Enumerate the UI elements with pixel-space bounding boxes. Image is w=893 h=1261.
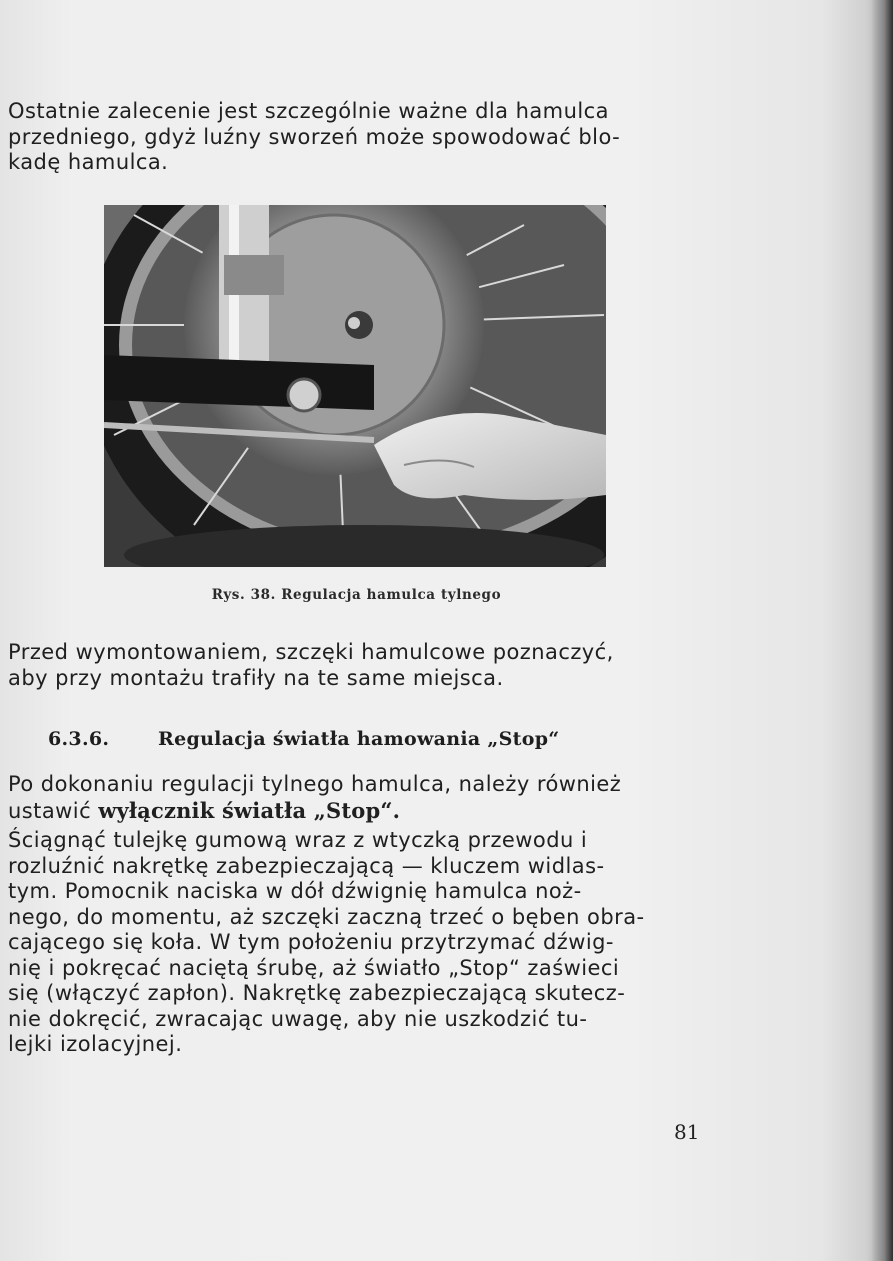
text-line: Po dokonaniu regulacji tylnego hamulca, należy również <box>8 772 622 796</box>
text-line: nego, do momentu, aż szczęki zaczną trzeć o bęben obra- <box>8 904 645 929</box>
figure-photo <box>104 205 606 567</box>
text-fragment: ustawić <box>8 798 99 823</box>
text-line: nię i pokręcać naciętą śrubę, aż światło „Stop“ zaświeci <box>8 955 620 980</box>
text-line: kadę hamulca. <box>8 150 169 174</box>
text-line: Ostatnie zalecenie jest szczególnie ważne dla hamulca <box>8 99 609 123</box>
text-line: rozluźnić nakrętkę zabezpieczającą — kluczem widlas- <box>8 853 605 878</box>
switch-name-bold: wyłącznik światła „Stop“. <box>98 797 401 823</box>
text-line: Ściągnąć tulejkę gumową wraz z wtyczką przewodu i <box>8 828 588 852</box>
section-heading <box>48 728 560 750</box>
section-title: Regulacja światła hamowania „Stop“ <box>158 728 560 750</box>
text-line <box>8 798 708 825</box>
page-binding-shadow <box>871 0 893 1261</box>
text-line: się (włączyć zapłon). Nakrętkę zabezpieczającą skutecz- <box>8 981 626 1005</box>
text-line: cającego się koła. W tym położeniu przytrzymać dźwig- <box>8 930 614 954</box>
paragraph-shoes-marking <box>8 640 708 691</box>
section-number: 6.3.6. <box>48 728 110 750</box>
page-number: 81 <box>674 1120 700 1144</box>
figure-caption <box>0 584 893 603</box>
brake-photo-image <box>104 205 606 567</box>
paragraph-procedure <box>8 828 708 1058</box>
paragraph-front-brake-note <box>8 99 708 176</box>
paragraph-adjust-switch <box>8 772 708 824</box>
text-line: aby przy montażu trafiły na te same miejsca. <box>8 665 504 690</box>
text-line: nie dokręcić, zwracając uwagę, aby nie uszkodzić tu- <box>8 1006 588 1031</box>
text-line: Przed wymontowaniem, szczęki hamulcowe poznaczyć, <box>8 640 614 664</box>
text-line: tym. Pomocnik naciska w dół dźwignię hamulca noż- <box>8 879 582 903</box>
caption-text: Rys. 38. Regulacja hamulca tylnego <box>211 587 502 603</box>
text-line: przedniego, gdyż luźny sworzeń może spowodować blo- <box>8 124 621 149</box>
text-line: lejki izolacyjnej. <box>8 1032 183 1056</box>
